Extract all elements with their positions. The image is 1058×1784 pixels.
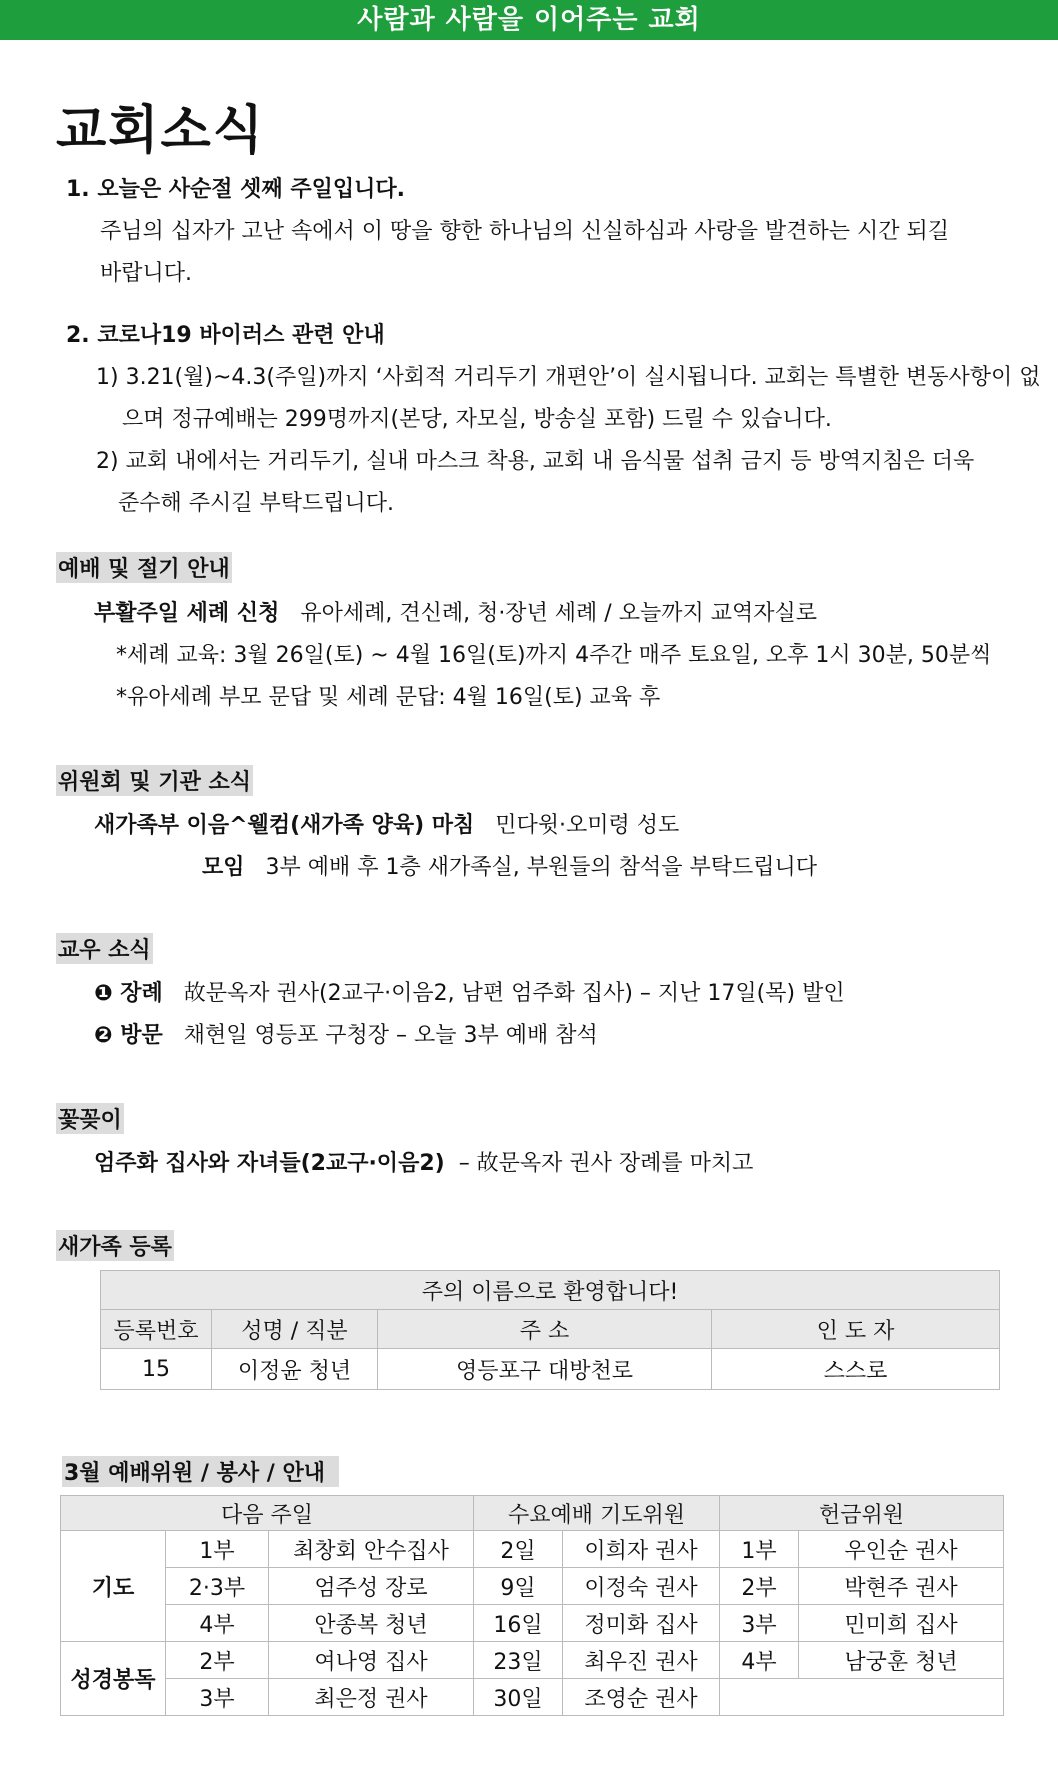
committee-line2-label: 모임 [202, 855, 245, 880]
schedule-offer-service: 3부 [720, 1605, 799, 1642]
schedule-wed-person: 최우진 권사 [563, 1642, 720, 1679]
schedule-wed-date: 9일 [474, 1568, 563, 1605]
members-line2-label: ❷ 방문 [94, 1023, 163, 1048]
item1-heading: 1. 오늘은 사순절 셋째 주일입니다. [66, 177, 405, 202]
committee-line1-text: 민다윗·오미령 성도 [495, 813, 680, 838]
schedule-offer-service: 2부 [720, 1568, 799, 1605]
item2-sub1-line1: 1) 3.21(월)~4.3(주일)까지 ‘사회적 거리두기 개편안’이 실시됩니다. 교회는 특별한 변동사항이 없 [96, 365, 1041, 390]
schedule-next-person: 최은정 권사 [269, 1679, 474, 1716]
worship-line1-label: 부활주일 세례 신청 [94, 601, 280, 626]
schedule-next-service: 2부 [166, 1642, 269, 1679]
worship-line1 [94, 596, 817, 627]
item1-text-line1: 주님의 십자가 고난 속에서 이 땅을 향한 하나님의 신실하심과 사랑을 발견하는 시간 되길 [100, 219, 949, 244]
schedule-next-service: 2·3부 [166, 1568, 269, 1605]
section-header-worship: 예배 및 절기 안내 [56, 552, 232, 583]
schedule-col-wednesday: 수요예배 기도위원 [474, 1496, 720, 1531]
schedule-offer-service: 4부 [720, 1642, 799, 1679]
committee-line1 [94, 808, 679, 839]
newfamily-col-address: 주 소 [378, 1310, 712, 1349]
item2-sub2-line1: 2) 교회 내에서는 거리두기, 실내 마스크 착용, 교회 내 음식물 섭취 금지 등 방역지침은 더욱 [96, 449, 975, 474]
item2-heading: 2. 코로나19 바이러스 관련 안내 [66, 323, 385, 348]
newfamily-col-number: 등록번호 [101, 1310, 212, 1349]
schedule-offer-person: 우인순 권사 [799, 1531, 1004, 1568]
table-row [61, 1531, 1004, 1568]
worship-line1-text: 유아세례, 견신례, 청·장년 세례 / 오늘까지 교역자실로 [300, 601, 817, 626]
newfamily-caption: 주의 이름으로 환영합니다! [101, 1271, 1000, 1310]
schedule-role-prayer: 기도 [61, 1531, 166, 1642]
committee-line2 [202, 850, 817, 881]
schedule-offer-empty [720, 1679, 1004, 1716]
schedule-next-person: 안종복 청년 [269, 1605, 474, 1642]
schedule-wed-date: 2일 [474, 1531, 563, 1568]
schedule-next-service: 1부 [166, 1531, 269, 1568]
newfamily-cell-number: 15 [101, 1349, 212, 1390]
flowers-line1 [94, 1146, 753, 1177]
schedule-next-service: 3부 [166, 1679, 269, 1716]
schedule-offer-person: 민미희 집사 [799, 1605, 1004, 1642]
schedule-col-next-sunday: 다음 주일 [61, 1496, 474, 1531]
members-line1 [94, 976, 845, 1007]
worship-line2: *세례 교육: 3월 26일(토) ~ 4월 16일(토)까지 4주간 매주 토요일, 오후 1시 30분, 50분씩 [116, 643, 992, 668]
section-header-flowers: 꽃꽂이 [56, 1103, 124, 1134]
newfamily-cell-name: 이정윤 청년 [212, 1349, 378, 1390]
members-line1-text: 故문옥자 권사(2교구·이음2, 남편 엄주화 집사) – 지난 17일(목) 발인 [183, 981, 845, 1006]
members-line1-label: ❶ 장례 [94, 981, 163, 1006]
schedule-next-person: 최창회 안수집사 [269, 1531, 474, 1568]
section-header-committee: 위원회 및 기관 소식 [56, 765, 253, 796]
page-title: 교회소식 [56, 100, 265, 161]
schedule-offer-service: 1부 [720, 1531, 799, 1568]
item1-text-line2: 바랍니다. [100, 261, 193, 286]
schedule-wed-person: 이희자 권사 [563, 1531, 720, 1568]
schedule-wed-person: 이정숙 권사 [563, 1568, 720, 1605]
schedule-next-service: 4부 [166, 1605, 269, 1642]
table-row [61, 1568, 1004, 1605]
table-row [61, 1605, 1004, 1642]
newfamily-cell-address: 영등포구 대방천로 [378, 1349, 712, 1390]
schedule-wed-date: 23일 [474, 1642, 563, 1679]
section-header-schedule: 3월 예배위원 / 봉사 / 안내 [62, 1456, 339, 1487]
schedule-next-person: 엄주성 장로 [269, 1568, 474, 1605]
newfamily-table [100, 1270, 1000, 1390]
top-banner: 사람과 사람을 이어주는 교회 [0, 0, 1058, 40]
table-row [61, 1642, 1004, 1679]
flowers-line1-text: – 故문옥자 권사 장례를 마치고 [458, 1151, 754, 1176]
schedule-table [60, 1495, 1004, 1716]
committee-line1-label: 새가족부 이음^웰컴(새가족 양육) 마침 [94, 813, 475, 838]
table-row [61, 1679, 1004, 1716]
flowers-line1-label: 엄주화 집사와 자녀들(2교구·이음2) [94, 1151, 445, 1176]
section-header-newfamily: 새가족 등록 [56, 1230, 174, 1261]
schedule-role-bible: 성경봉독 [61, 1642, 166, 1716]
schedule-offer-person: 남궁훈 청년 [799, 1642, 1004, 1679]
newfamily-col-guide: 인 도 자 [712, 1310, 1000, 1349]
schedule-wed-person: 정미화 집사 [563, 1605, 720, 1642]
item2-sub1-line2: 으며 정규예배는 299명까지(본당, 자모실, 방송실 포함) 드릴 수 있습니다. [122, 407, 832, 432]
schedule-wed-date: 16일 [474, 1605, 563, 1642]
table-row [101, 1349, 1000, 1390]
schedule-wed-person: 조영순 권사 [563, 1679, 720, 1716]
newfamily-cell-guide: 스스로 [712, 1349, 1000, 1390]
schedule-wed-date: 30일 [474, 1679, 563, 1716]
schedule-col-offering: 헌금위원 [720, 1496, 1004, 1531]
section-header-members: 교우 소식 [56, 933, 153, 964]
schedule-offer-person: 박현주 권사 [799, 1568, 1004, 1605]
members-line2 [94, 1018, 598, 1049]
newfamily-col-name: 성명 / 직분 [212, 1310, 378, 1349]
committee-line2-text: 3부 예배 후 1층 새가족실, 부원들의 참석을 부탁드립니다 [265, 855, 817, 880]
worship-line3: *유아세례 부모 문답 및 세례 문답: 4월 16일(토) 교육 후 [116, 685, 661, 710]
schedule-next-person: 여나영 집사 [269, 1642, 474, 1679]
members-line2-text: 채현일 영등포 구청장 – 오늘 3부 예배 참석 [183, 1023, 598, 1048]
item2-sub2-line2: 준수해 주시길 부탁드립니다. [118, 491, 395, 516]
